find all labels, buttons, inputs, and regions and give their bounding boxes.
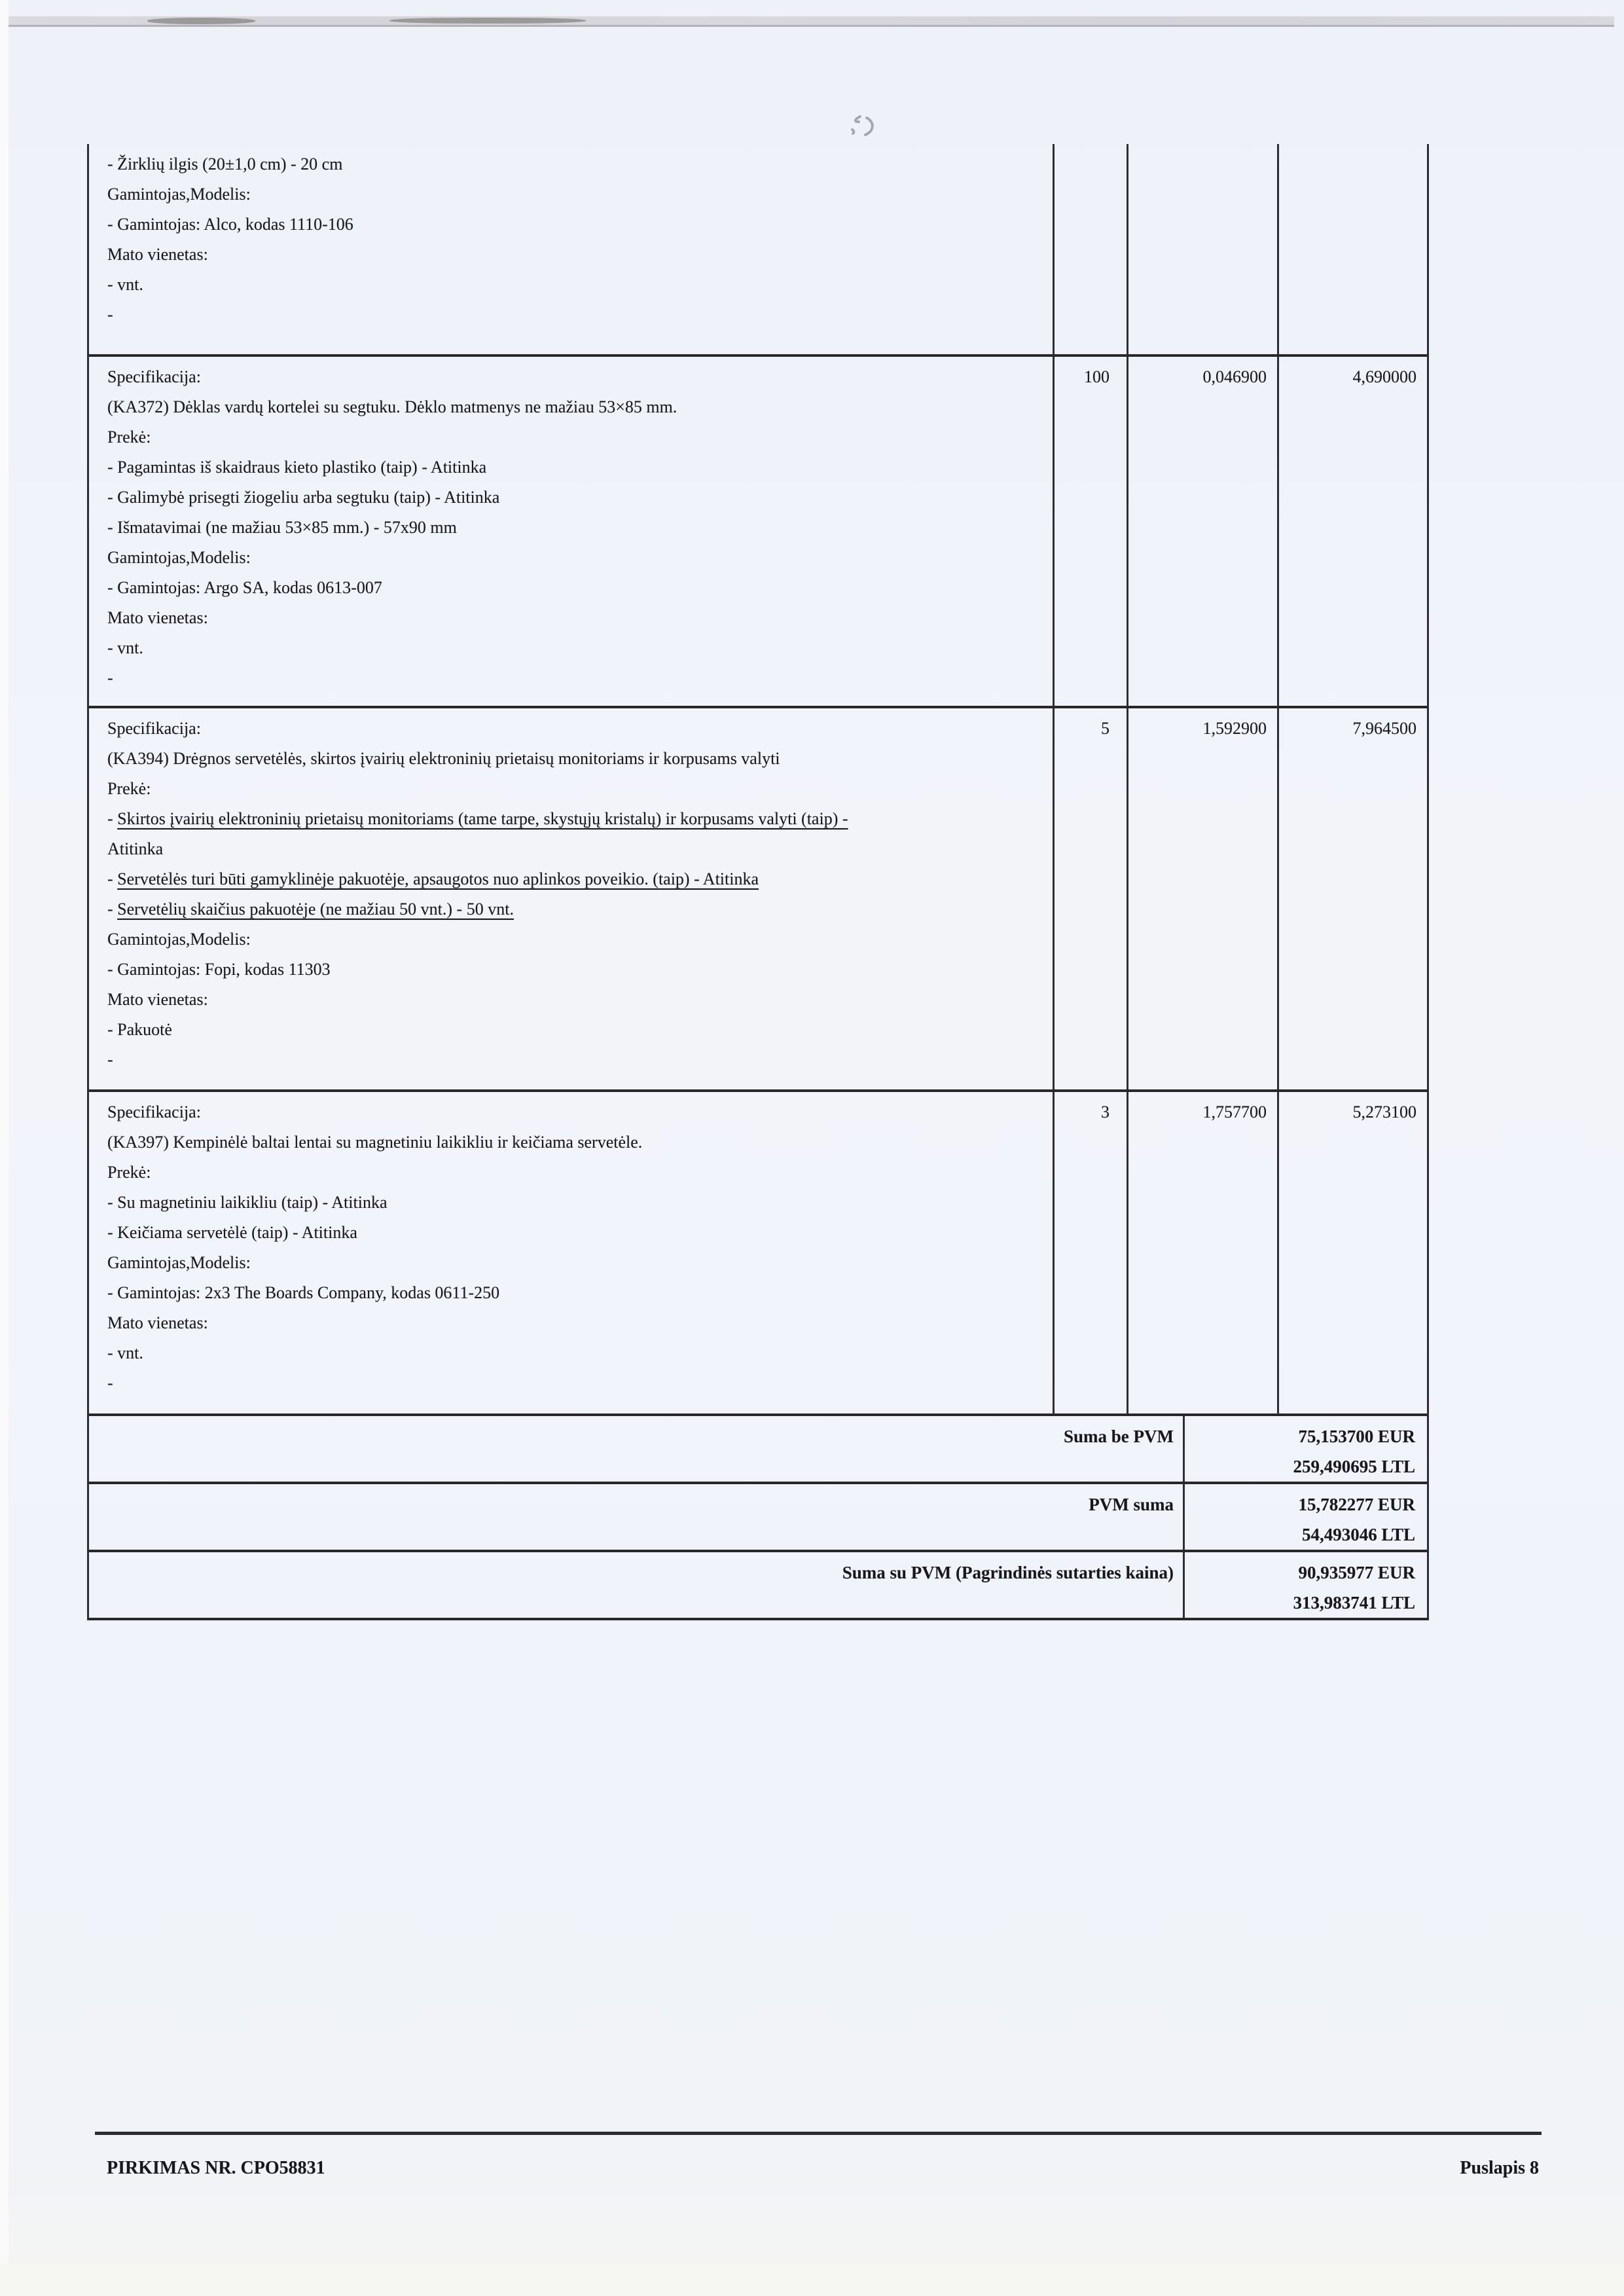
description-line: Mato vienetas: bbox=[107, 990, 208, 1009]
quantity-cell: 5 bbox=[1055, 708, 1128, 1089]
unit-price-cell: 1,757700 bbox=[1128, 1092, 1279, 1413]
footer-page-number: Puslapis 8 bbox=[1460, 2158, 1539, 2178]
totals-eur: 15,782277 EUR bbox=[1298, 1495, 1415, 1514]
plain-text: - bbox=[107, 809, 118, 828]
scan-left-margin bbox=[0, 0, 9, 2296]
description-line: (KA397) Kempinėlė baltai lentai su magnetiniu laikikliu ir keičiama servetėle. bbox=[107, 1133, 643, 1152]
totals-label: Suma su PVM (Pagrindinės sutarties kaina) bbox=[89, 1552, 1185, 1618]
pen-mark-artifact bbox=[846, 110, 881, 145]
description-line: - Pagamintas iš skaidraus kieto plastiko (taip) - Atitinka bbox=[107, 458, 487, 477]
description-line bbox=[107, 894, 1039, 924]
table-row bbox=[89, 1092, 1427, 1416]
description-line: - Gamintojas: 2x3 The Boards Company, kodas 0611-250 bbox=[107, 1283, 500, 1302]
description-line: (KA394) Drėgnos servetėlės, skirtos įvairių elektroninių prietaisų monitoriams ir korpusams valyti bbox=[107, 749, 780, 768]
description-line: Gamintojas,Modelis: bbox=[107, 930, 251, 949]
totals-eur: 75,153700 EUR bbox=[1298, 1427, 1415, 1446]
unit-price-cell bbox=[1128, 144, 1279, 354]
plain-text: - bbox=[107, 869, 118, 888]
underlined-text: Servetėlės turi būti gamyklinėje pakuotėje, apsaugotos nuo aplinkos poveikio. (taip) - Atitinka bbox=[117, 869, 759, 888]
totals-ltl: 54,493046 LTL bbox=[1301, 1525, 1415, 1544]
description-line bbox=[107, 864, 1039, 894]
description-cell bbox=[89, 144, 1055, 354]
description-line: Atitinka bbox=[107, 839, 164, 858]
totals-row bbox=[89, 1416, 1427, 1484]
description-line: Gamintojas,Modelis: bbox=[107, 185, 251, 204]
spec-rows-container bbox=[89, 144, 1427, 1416]
description-line: Specifikacija: bbox=[107, 367, 201, 386]
scan-smudge bbox=[389, 18, 586, 24]
description-line: - Gamintojas: Argo SA, kodas 0613-007 bbox=[107, 578, 382, 597]
description-line: - bbox=[107, 305, 113, 324]
description-cell bbox=[89, 357, 1055, 706]
unit-price-cell: 1,592900 bbox=[1128, 708, 1279, 1089]
description-line: Specifikacija: bbox=[107, 719, 201, 738]
total-price-cell: 7,964500 bbox=[1352, 719, 1416, 738]
description-line: Prekė: bbox=[107, 428, 151, 446]
description-line: - Gamintojas: Alco, kodas 1110-106 bbox=[107, 215, 353, 234]
description-line: - vnt. bbox=[107, 275, 143, 294]
total-price-cell: 5,273100 bbox=[1352, 1102, 1416, 1121]
totals-value bbox=[1185, 1552, 1427, 1618]
description-line: - Galimybė prisegti žiogeliu arba segtuku (taip) - Atitinka bbox=[107, 488, 500, 507]
description-line bbox=[107, 804, 1039, 834]
specification-table bbox=[87, 144, 1429, 1620]
description-line: Prekė: bbox=[107, 1163, 151, 1182]
totals-value bbox=[1185, 1484, 1427, 1550]
description-line: - bbox=[107, 668, 113, 687]
totals-value bbox=[1185, 1416, 1427, 1482]
underlined-text: Servetėlių skaičius pakuotėje (ne mažiau 50 vnt.) - 50 vnt. bbox=[117, 900, 514, 919]
description-line: Mato vienetas: bbox=[107, 608, 208, 627]
description-cell bbox=[89, 708, 1055, 1089]
description-cell bbox=[89, 1092, 1055, 1413]
quantity-cell: 3 bbox=[1055, 1092, 1128, 1413]
plain-text: - bbox=[107, 900, 118, 919]
table-row bbox=[89, 357, 1427, 708]
description-line: - bbox=[107, 1050, 113, 1069]
totals-ltl: 259,490695 LTL bbox=[1293, 1457, 1415, 1476]
description-line: - Su magnetiniu laikikliu (taip) - Atitinka bbox=[107, 1193, 388, 1212]
description-line: - vnt. bbox=[107, 638, 143, 657]
description-line: Gamintojas,Modelis: bbox=[107, 548, 251, 567]
underlined-text: Skirtos įvairių elektroninių prietaisų monitoriams (tame tarpe, skystųjų kristalų) ir korpusams valyti (taip) - bbox=[117, 809, 848, 828]
totals-ltl: 313,983741 LTL bbox=[1293, 1593, 1415, 1613]
scan-smudge bbox=[147, 18, 255, 24]
quantity-cell bbox=[1055, 144, 1128, 354]
description-line: - vnt. bbox=[107, 1343, 143, 1362]
totals-label: PVM suma bbox=[89, 1484, 1185, 1550]
description-line: - Pakuotė bbox=[107, 1020, 172, 1039]
table-row bbox=[89, 708, 1427, 1092]
totals-eur: 90,935977 EUR bbox=[1298, 1563, 1415, 1582]
description-line: Specifikacija: bbox=[107, 1102, 201, 1121]
total-price-cell: 4,690000 bbox=[1352, 367, 1416, 386]
totals-row bbox=[89, 1484, 1427, 1552]
totals-row bbox=[89, 1552, 1427, 1620]
footer-procurement-number: PIRKIMAS NR. CPO58831 bbox=[107, 2158, 325, 2178]
description-line: - bbox=[107, 1374, 113, 1393]
description-line: Mato vienetas: bbox=[107, 245, 208, 264]
table-row bbox=[89, 144, 1427, 357]
description-line: Prekė: bbox=[107, 779, 151, 798]
description-line: Mato vienetas: bbox=[107, 1313, 208, 1332]
description-line: - Žirklių ilgis (20±1,0 cm) - 20 cm bbox=[107, 155, 343, 173]
footer-rule bbox=[95, 2132, 1542, 2135]
description-line: - Keičiama servetėlė (taip) - Atitinka bbox=[107, 1223, 357, 1242]
quantity-cell: 100 bbox=[1055, 357, 1128, 706]
description-line: Gamintojas,Modelis: bbox=[107, 1253, 251, 1272]
description-line: - Išmatavimai (ne mažiau 53×85 mm.) - 57x90 mm bbox=[107, 518, 457, 537]
description-line: (KA372) Dėklas vardų kortelei su segtuku. Dėklo matmenys ne mažiau 53×85 mm. bbox=[107, 397, 677, 416]
scan-bottom-margin bbox=[0, 2263, 1624, 2296]
totals-label: Suma be PVM bbox=[89, 1416, 1185, 1482]
description-line: - Gamintojas: Fopi, kodas 11303 bbox=[107, 960, 331, 979]
unit-price-cell: 0,046900 bbox=[1128, 357, 1279, 706]
total-price-cell bbox=[1279, 144, 1427, 354]
totals-rows-container bbox=[89, 1416, 1427, 1620]
